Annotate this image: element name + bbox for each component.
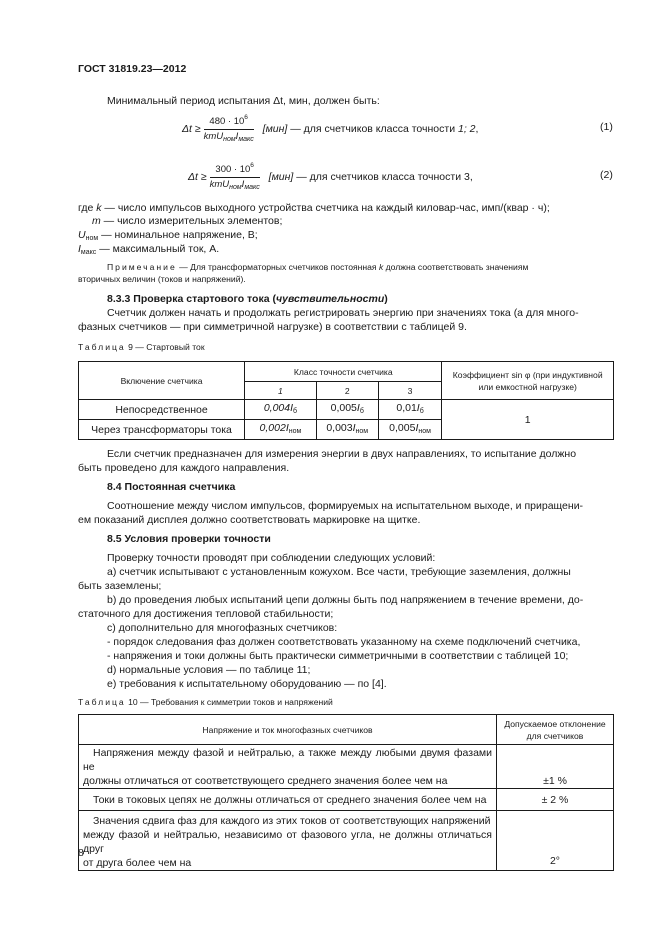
table-10-row-1-text: Напряжения между фазой и нейтралью, а также между любыми двумя фазами не должны отличаться от соответствующего среднего значения более чем на — [79, 745, 497, 789]
table-10-row-3-text: Значения сдвига фаз для каждого из этих токов от соответствующих напряжений между фазой и нейтралью, независимо от фазового угла, не должны отличаться друг от друга более чем на — [79, 811, 497, 871]
formula-1-fraction: $\frac{480 \cdot 10^6}{kmU_{ном}I_{макс}}$ — [203, 114, 254, 143]
table-row — [79, 400, 614, 420]
section-8-5-line: - напряжения и токи должны быть практически симметричными в соответствии с таблицей 10; — [107, 650, 569, 662]
document-header: ГОСТ 31819.23—2012 — [78, 63, 187, 75]
table-10-row-2-value: ± 2 % — [497, 789, 614, 811]
table-9-header-connection: Включение счетчика — [79, 362, 245, 400]
note: Примечание — Для трансформаторных счетчиков постоянная k должна соответствовать значениям — [107, 262, 529, 272]
table-row — [79, 789, 614, 811]
section-8-4-line-2: ем показаний дисплея должно соответствовать маркировке на щитке. — [78, 514, 421, 526]
section-8-5-title: 8.5 Условия проверки точности — [107, 533, 271, 545]
section-8-5-line: с) дополнительно для многофазных счетчиков: — [107, 622, 338, 634]
formula-2-unit: [мин] — [268, 170, 294, 183]
formula-2-fraction: $\frac{300 \cdot 10^6}{kmU_{ном}I_{макс}}$ — [209, 162, 260, 191]
section-8-5-line: b) до проведения любых испытаний цепи должны быть под напряжением в течение времени, до- — [107, 594, 584, 606]
table-9-row-2-label: Через трансформаторы тока — [79, 420, 245, 440]
table-9-class-1: 1 — [245, 382, 317, 400]
section-8-5-line: Проверку точности проводят при соблюдении следующих условий: — [107, 552, 436, 564]
section-8-5-line: быть заземлены; — [78, 580, 162, 592]
table-10-row-1-value: ±1 % — [497, 745, 614, 789]
formula-1: Δt ≥ $\frac{480 \cdot 10^6}{kmU_{ном}I_{макс}}$ [мин] — для счетчиков класса точности 1; 2, — [182, 112, 478, 146]
table-10-caption: Таблица 10 — Требования к симметрии токов и напряжений — [78, 697, 333, 707]
page-number: 8 — [78, 847, 84, 859]
table-10-row-3-value: 2° — [497, 811, 614, 871]
table-row — [79, 811, 614, 871]
table-9-row-1-v3: $0,01I_б$ — [378, 400, 442, 420]
table-9 — [78, 361, 614, 440]
def-k: где k — число импульсов выходного устройства счетчика на каждый киловар-час, имп/(квар · ч); — [78, 202, 550, 214]
table-9-caption: Таблица 9 — Стартовый ток — [78, 342, 205, 352]
table-9-header-class: Класс точности счетчика — [245, 362, 442, 382]
table-9-class-3: 3 — [378, 382, 442, 400]
formula-1-number: (1) — [600, 121, 613, 133]
note-line-2: вторичных величин (токов и напряжений). — [78, 274, 246, 284]
table-9-coef-value: 1 — [442, 400, 614, 440]
section-8-4-title: 8.4 Постоянная счетчика — [107, 481, 236, 493]
formula-2: Δt ≥ $\frac{300 \cdot 10^6}{kmU_{ном}I_{макс}}$ [мин] — для счетчиков класса точности 3, — [188, 160, 473, 194]
table-9-row-2-v3: $0,005I_{ном}$ — [378, 420, 442, 440]
def-i: $I_{макс}$ — максимальный ток, А. — [78, 243, 220, 256]
after-table-9-line-2: быть проведено для каждого направления. — [78, 462, 290, 474]
section-8-5-line: статочного для достижения тепловой стабильности; — [78, 608, 334, 620]
table-9-class-2: 2 — [316, 382, 378, 400]
section-8-5-line: е) требования к испытательному оборудованию — по [4]. — [107, 678, 387, 690]
after-table-9-line-1: Если счетчик предназначен для измерения энергии в двух направлениях, то испытание должно — [107, 448, 577, 460]
def-u: $U_{ном}$ — номинальное напряжение, В; — [78, 229, 258, 242]
def-m: m — число измерительных элементов; — [92, 215, 283, 227]
section-8-4-line-1: Соотношение между числом импульсов, формируемых на испытательном выходе, и приращени- — [107, 500, 584, 512]
table-row — [79, 745, 614, 789]
table-10-header-1: Напряжение и ток многофазных счетчиков — [79, 715, 497, 745]
section-8-3-3-title: 8.3.3 Проверка стартового тока (чувствительности) — [107, 293, 388, 305]
table-10-header-2: Допускаемое отклонение для счетчиков — [497, 715, 614, 745]
section-8-5-line: - порядок следования фаз должен соответствовать указанному на схеме подключений счетчика, — [107, 636, 581, 648]
intro-text: Минимальный период испытания Δt, мин, должен быть: — [107, 95, 380, 107]
section-8-3-3-line-2: фазных счетчиков — при симметричной нагрузке) в соответствии с таблицей 9. — [78, 321, 467, 333]
formula-2-lhs: Δt ≥ — [188, 170, 207, 183]
section-8-5-line: а) счетчик испытывают с установленным кожухом. Все части, требующие заземления, должны — [107, 566, 571, 578]
section-8-5-line: d) нормальные условия — по таблице 11; — [107, 664, 311, 676]
section-8-3-3-line-1: Счетчик должен начать и продолжать регистрировать энергию при значениях тока (а для много- — [107, 307, 579, 319]
table-10 — [78, 714, 614, 871]
table-9-row-1-label: Непосредственное — [79, 400, 245, 420]
formula-1-unit: [мин] — [262, 122, 288, 135]
table-9-row-2-v2: $0,003I_{ном}$ — [316, 420, 378, 440]
formula-2-number: (2) — [600, 169, 613, 181]
formula-1-lhs: Δt ≥ — [182, 122, 201, 135]
table-9-header-coef: Коэффициент sin φ (при индуктивной или емкостной нагрузке) — [442, 362, 614, 400]
table-9-row-1-v1: $0,004I_б$ — [245, 400, 317, 420]
table-9-row-2-v1: $0,002I_{ном}$ — [245, 420, 317, 440]
table-9-row-1-v2: $0,005I_б$ — [316, 400, 378, 420]
table-10-row-2-text: Токи в токовых цепях не должны отличаться от среднего значения более чем на — [79, 789, 497, 811]
